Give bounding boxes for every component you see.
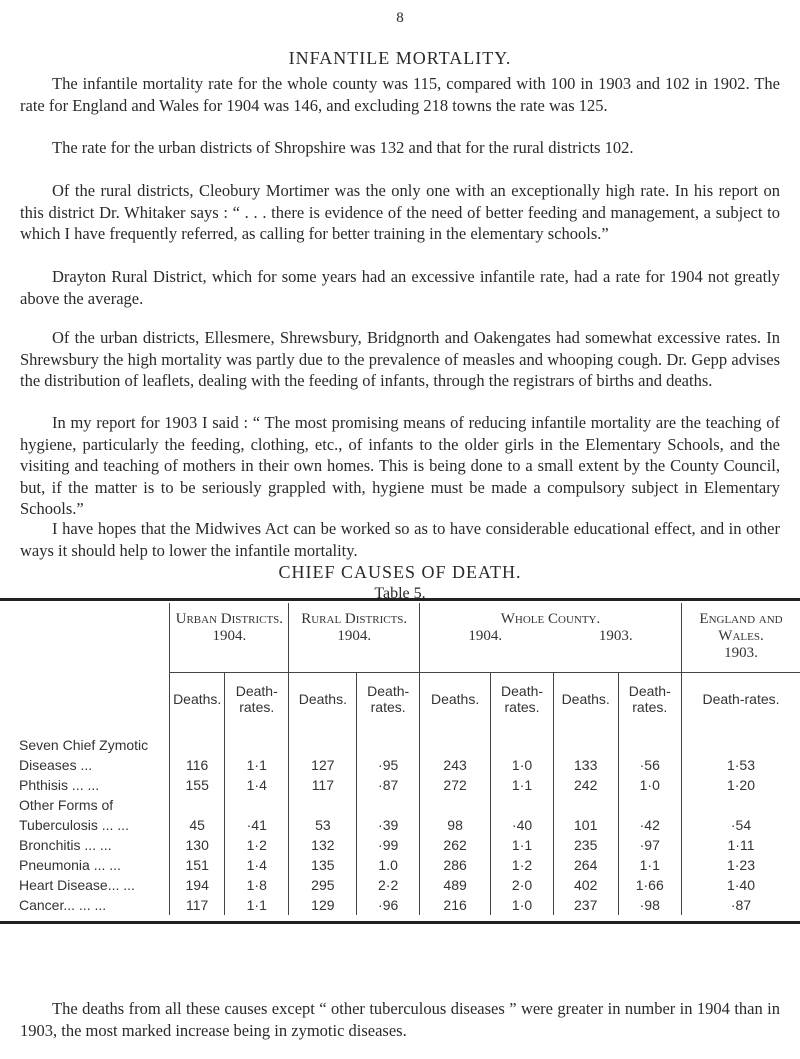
cell-value: 194 (170, 875, 225, 895)
urban-deaths-header: Deaths. (170, 673, 225, 725)
whole-county-header-name: Whole County. (500, 610, 601, 627)
table-subtitle: Table 5. (374, 585, 426, 602)
cell-value: ·87 (357, 775, 420, 795)
cell-value: ·39 (357, 795, 420, 835)
cell-value: ·40 (491, 795, 554, 835)
table-row (0, 775, 800, 795)
paragraph-6: In my report for 1903 I said : “ The most promising means of reducing infantile mortality are the teaching of hygiene, particularly the feeding, clothing, etc., of infants to the older girls in the Elementary Schools, and the visiting and teaching of mothers in their own homes. This is being done to a small extent by the County Council, but, if the matter is to be seriously grappled with, hygiene must be made a compulsory subject in Elementary Schools.” (20, 413, 780, 518)
table-body (0, 725, 800, 915)
cell-value: 1·23 (682, 855, 800, 875)
row-label: Pneumonia ... ... (19, 856, 121, 873)
county-1903-deaths-header: Deaths. (553, 673, 618, 725)
rural-rates-header: Death-rates. (357, 673, 420, 725)
cell-value: 262 (420, 835, 491, 855)
cell-value: 1·1 (618, 855, 682, 875)
cell-value: 402 (553, 875, 618, 895)
whole-county-year-1903: 1903. (598, 627, 633, 644)
row-label: Other Forms of Tuberculosis ... ... (19, 796, 129, 833)
paragraph-1: The infantile mortality rate for the whole county was 115, compared with 100 in 1903 and 102 in 1902. The rate for England and Wales for 1904 was 146, and excluding 218 towns the rate was 125. (20, 74, 780, 115)
cell-value: 98 (420, 795, 491, 835)
table-row (0, 835, 800, 855)
page-number: 8 (396, 10, 404, 26)
table-title: CHIEF CAUSES OF DEATH. (278, 562, 522, 582)
cell-value: 2·0 (491, 875, 554, 895)
paragraph-2: The rate for the urban districts of Shropshire was 132 and that for the rural districts 102. (52, 138, 634, 157)
cell-value: 1·0 (618, 775, 682, 795)
paragraph-4: Drayton Rural District, which for some years had an excessive infantile rate, had a rate for 1904 not greatly above the average. (20, 267, 780, 308)
cell-value: 130 (170, 835, 225, 855)
paragraph-5: Of the urban districts, Ellesmere, Shrewsbury, Bridgnorth and Oakengates had somewhat excessive rates. In Shrewsbury the high mortality was partly due to the prevalence of measles and whooping cough. Dr. Gepp advises the distribution of leaflets, dealing with the feeding of infants, through the registrars of births and deaths. (20, 328, 780, 390)
row-label: Heart Disease... ... (19, 876, 135, 893)
cell-value: 1·11 (682, 835, 800, 855)
cell-value: 1·4 (225, 775, 289, 795)
urban-rates-header: Death-rates. (225, 673, 289, 725)
cell-value: 264 (553, 855, 618, 875)
rural-header-name: Rural Districts. (301, 610, 408, 627)
cell-value: 1.0 (357, 855, 420, 875)
cell-value: ·98 (618, 895, 682, 915)
cell-value: 1·4 (225, 855, 289, 875)
cell-value: 1·8 (225, 875, 289, 895)
cell-value: 129 (289, 895, 357, 915)
cell-value: 117 (289, 775, 357, 795)
cell-value: ·41 (225, 795, 289, 835)
paragraph-7: I have hopes that the Midwives Act can be worked so as to have considerable educational effect, and in other ways it should help to lower the infantile mortality. (20, 519, 780, 560)
urban-header-name: Urban Districts. (175, 610, 284, 627)
paragraph-3: Of the rural districts, Cleobury Mortimer was the only one with an exceptionally high rate. In his report on this district Dr. Whitaker says : “ . . . there is evidence of the need of better feeding and management, a subject to which I have frequently referred, as calling for better training in the elementary schools.” (20, 181, 780, 243)
cell-value: 45 (170, 795, 225, 835)
whole-county-header (420, 603, 682, 673)
rural-districts-header (289, 603, 420, 673)
chief-causes-table (0, 598, 800, 924)
cell-value: 1·1 (225, 895, 289, 915)
row-label: Cancer... ... ... (19, 896, 107, 913)
urban-districts-header (170, 603, 289, 673)
county-1904-rates-header: Death-rates. (491, 673, 554, 725)
cell-value: 1·53 (682, 725, 800, 775)
cell-value: ·99 (357, 835, 420, 855)
cell-value: 1·1 (225, 725, 289, 775)
section-title: INFANTILE MORTALITY. (288, 48, 512, 68)
england-wales-header (682, 603, 800, 673)
row-label: Phthisis ... ... (19, 776, 100, 793)
england-header-name: England and Wales. (699, 610, 783, 644)
cell-value: 127 (289, 725, 357, 775)
county-1904-deaths-header: Deaths. (420, 673, 491, 725)
rural-header-year: 1904. (337, 627, 372, 644)
cell-value: 1·20 (682, 775, 800, 795)
cell-value: ·96 (357, 895, 420, 915)
cell-value: 243 (420, 725, 491, 775)
cell-value: 272 (420, 775, 491, 795)
cell-value: 1·0 (491, 895, 554, 915)
cell-value: 116 (170, 725, 225, 775)
cell-value: 151 (170, 855, 225, 875)
cell-value: 132 (289, 835, 357, 855)
england-rates-header: Death-rates. (682, 673, 800, 725)
cell-value: 1·1 (491, 835, 554, 855)
rural-deaths-header: Deaths. (289, 673, 357, 725)
cell-value: 1·40 (682, 875, 800, 895)
table-row (0, 725, 800, 775)
cell-value: ·97 (618, 835, 682, 855)
cell-value: 1·2 (491, 855, 554, 875)
table-row (0, 895, 800, 915)
cell-value: 155 (170, 775, 225, 795)
cell-value: ·87 (682, 895, 800, 915)
cell-value: 286 (420, 855, 491, 875)
cell-value: 216 (420, 895, 491, 915)
cell-value: 1·1 (491, 775, 554, 795)
cell-value: 2·2 (357, 875, 420, 895)
cell-value: ·95 (357, 725, 420, 775)
cell-value: 133 (553, 725, 618, 775)
cell-value: 53 (289, 795, 357, 835)
whole-county-year-1904: 1904. (468, 627, 503, 644)
cell-value: ·56 (618, 725, 682, 775)
cell-value: 101 (553, 795, 618, 835)
table-row (0, 795, 800, 835)
cell-value: 1·66 (618, 875, 682, 895)
cell-value: ·54 (682, 795, 800, 835)
cell-value: 237 (553, 895, 618, 915)
england-header-year: 1903. (724, 644, 758, 661)
urban-header-year: 1904. (212, 627, 247, 644)
cell-value: 1·2 (225, 835, 289, 855)
cell-value: 235 (553, 835, 618, 855)
table-row (0, 875, 800, 895)
cell-value: 117 (170, 895, 225, 915)
cell-value: ·42 (618, 795, 682, 835)
cell-value: 135 (289, 855, 357, 875)
table-row (0, 855, 800, 875)
cell-value: 295 (289, 875, 357, 895)
county-1903-rates-header: Death-rates. (618, 673, 682, 725)
closing-paragraph: The deaths from all these causes except “ other tuberculous diseases ” were greater in number in 1904 than in 1903, the most marked increase being in zymotic diseases. (20, 999, 780, 1040)
cell-value: 489 (420, 875, 491, 895)
cell-value: 1·0 (491, 725, 554, 775)
row-label: Seven Chief Zymotic Diseases ... (19, 736, 149, 773)
row-label: Bronchitis ... ... (19, 836, 112, 853)
cell-value: 242 (553, 775, 618, 795)
